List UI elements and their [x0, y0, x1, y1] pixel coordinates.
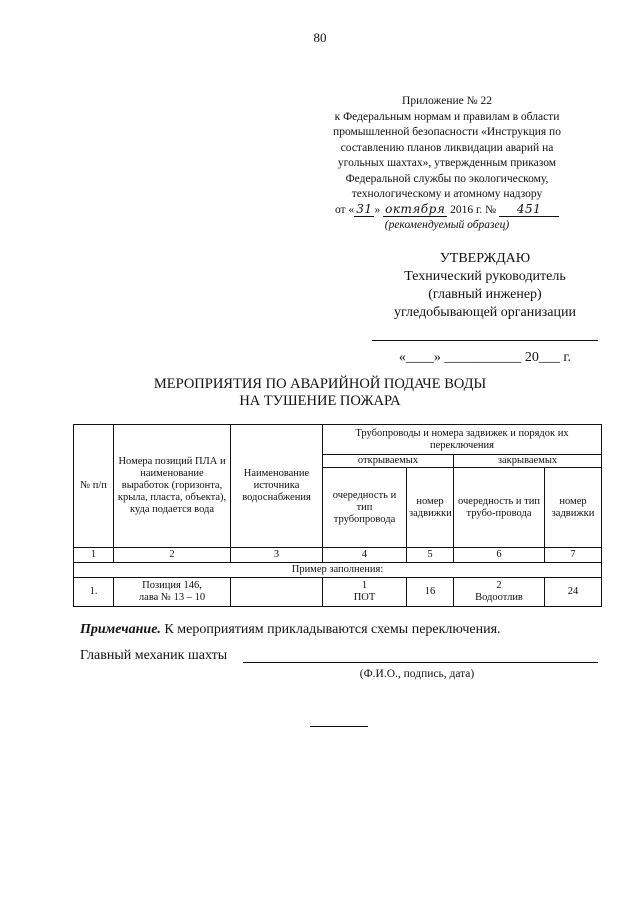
appendix-line: составлению планов ликвидации аварий на	[340, 141, 554, 154]
header-order-close: очередность и тип трубо-провода	[454, 468, 545, 548]
appendix-date	[312, 203, 582, 219]
title-line-1: МЕРОПРИЯТИЯ ПО АВАРИЙНОЙ ПОДАЧЕ ВОДЫ	[153, 376, 487, 392]
header-source: Наименование источника водоснабжения	[231, 425, 323, 548]
approval-date-line: «____» ___________ 20___ г.	[398, 350, 572, 365]
column-number: 5	[407, 548, 454, 563]
date-prefix: от «	[334, 203, 355, 216]
sample-note: (рекомендуемый образец)	[384, 219, 510, 231]
header-order-open: очередность и тип трубопровода	[323, 468, 407, 548]
approval-position-alt: (главный инженер)	[428, 287, 542, 302]
cell-order-close-line: Водоотлив	[475, 592, 523, 603]
column-number: 6	[454, 548, 545, 563]
column-number: 2	[114, 548, 231, 563]
header-valve-close: номер задвижки	[545, 468, 602, 548]
date-day-handwritten: 31	[356, 201, 373, 216]
header-num: № п/п	[74, 425, 114, 548]
approval-position: Технический руководитель	[404, 269, 566, 284]
appendix-line: промышленной безопасности «Инструкция по	[333, 126, 561, 138]
mechanic-label: Главный механик шахты	[80, 648, 228, 663]
cell-order-open-line: 1	[361, 580, 368, 591]
mechanic-signature-line	[243, 662, 598, 663]
column-number: 3	[231, 548, 323, 563]
cell-position	[114, 578, 231, 607]
header-close: закрываемых	[454, 455, 602, 468]
appendix-line: к Федеральным нормам и правилам в области	[334, 110, 560, 123]
appendix-line: угольных шахтах», утвержденным приказом	[337, 157, 557, 169]
approval-organization: угледобывающей организации	[394, 305, 576, 320]
header-open: открываемых	[323, 455, 454, 468]
cell-valve-close: 24	[545, 578, 602, 607]
column-number: 7	[545, 548, 602, 563]
column-number: 1	[74, 548, 114, 563]
cell-num: 1.	[74, 578, 114, 607]
page-number: 80	[313, 30, 327, 45]
example-label: Пример заполнения:	[74, 563, 602, 578]
header-positions: Номера позиций ПЛА и наименование выработок (горизонта, крыла, пласта, объекта), куда подается вода	[114, 425, 231, 548]
column-number: 4	[323, 548, 407, 563]
header-pipes: Трубопроводы и номера задвижек и порядок их переключения	[323, 425, 602, 455]
appendix-line: Приложение № 22	[402, 95, 492, 107]
cell-order-close-line: 2	[496, 580, 502, 591]
cell-order-open-line: ПОТ	[353, 592, 376, 603]
measures-table	[73, 424, 602, 607]
appendix-block	[312, 94, 582, 234]
approval-signature-line	[372, 328, 598, 341]
approval-block	[372, 250, 598, 367]
date-month-handwritten: октября	[385, 201, 446, 216]
cell-source	[231, 578, 323, 607]
title-line-2: НА ТУШЕНИЕ ПОЖАРА	[239, 393, 401, 409]
cell-position-line: Позиция 146,	[142, 580, 202, 591]
cell-valve-open: 16	[407, 578, 454, 607]
cell-order-open	[323, 578, 407, 607]
date-mid: »	[374, 203, 381, 216]
end-divider	[310, 726, 368, 727]
appendix-line: технологическому и атомному надзору	[351, 188, 543, 200]
appendix-line: Федеральной службы по экологическому,	[345, 172, 549, 185]
note-text: К мероприятиям прикладываются схемы переключения.	[160, 622, 501, 637]
note-label: Примечание.	[80, 622, 161, 637]
document-title	[100, 376, 540, 410]
header-valve-open: номер задвижки	[407, 468, 454, 548]
date-year: 2016 г. №	[450, 203, 497, 216]
cell-position-line: лава № 13 – 10	[138, 592, 206, 603]
mechanic-caption: (Ф.И.О., подпись, дата)	[359, 668, 475, 680]
note	[80, 622, 501, 638]
table-row	[74, 578, 602, 607]
approval-heading: УТВЕРЖДАЮ	[439, 251, 531, 266]
order-number-handwritten: 451	[499, 203, 559, 217]
cell-order-close	[454, 578, 545, 607]
